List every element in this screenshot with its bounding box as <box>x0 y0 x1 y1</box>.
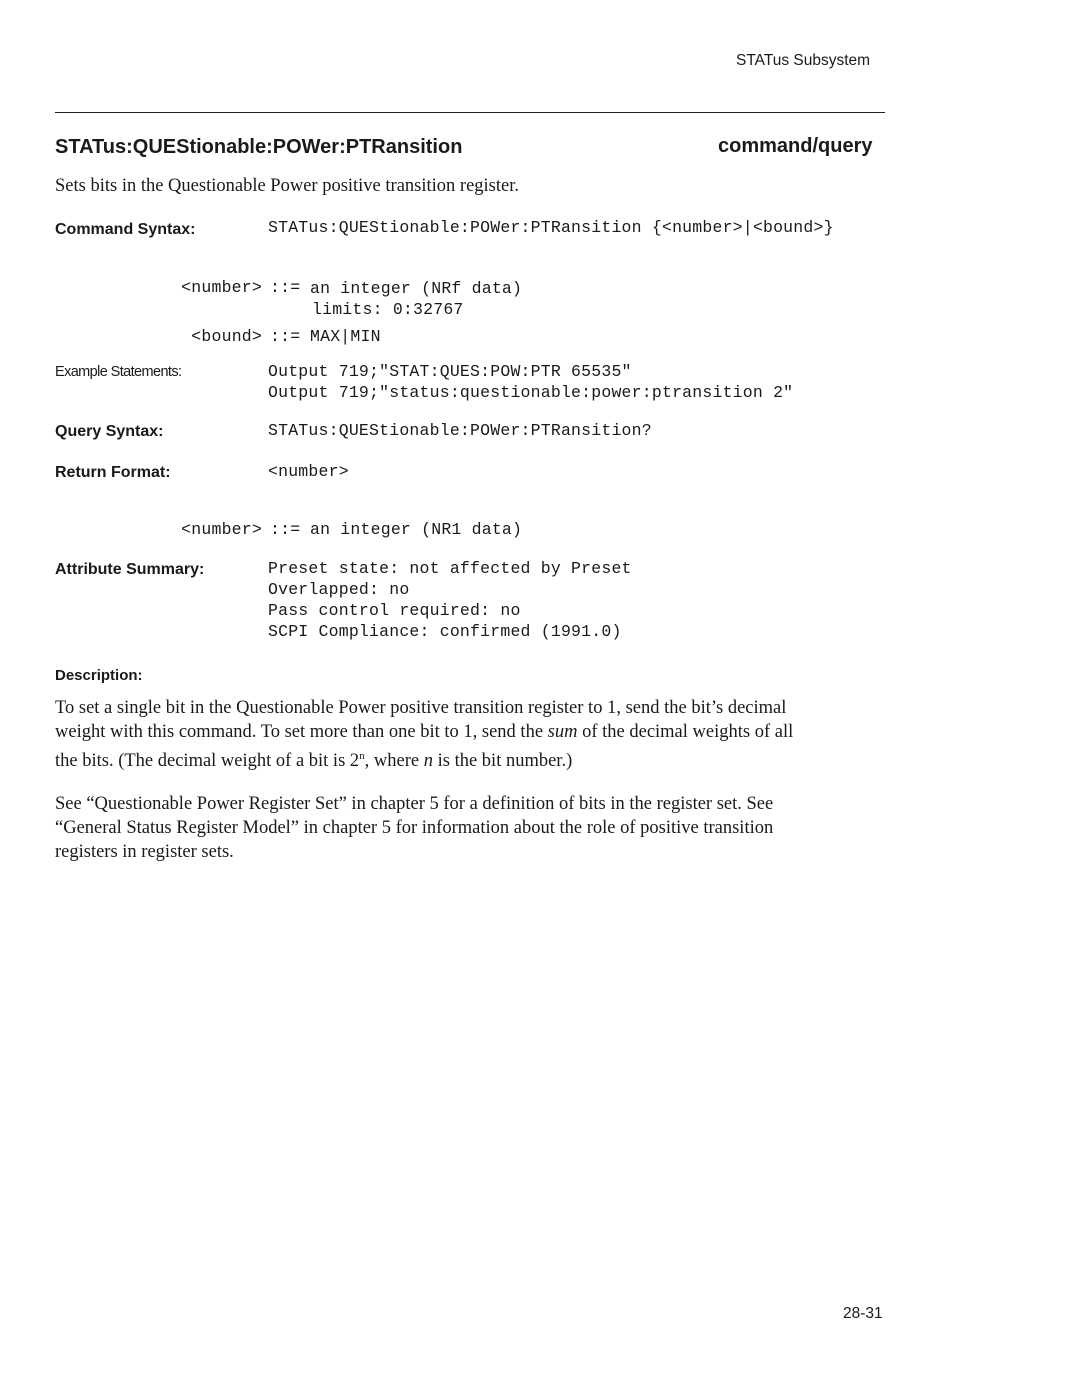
command-title: STATus:QUEStionable:POWer:PTRansition <box>55 136 463 158</box>
query-syntax-value: STATus:QUEStionable:POWer:PTRansition? <box>268 421 652 440</box>
description-line: To set a single bit in the Questionable Power positive transition register to 1, send the bit’s decimal <box>55 698 787 718</box>
def-bound-body: MAX|MIN <box>310 327 381 346</box>
header-rule <box>55 112 885 113</box>
example-statement: Output 719;"status:questionable:power:ptransition 2" <box>268 383 794 402</box>
def-number-op: ::= <box>270 278 301 297</box>
command-syntax-value: STATus:QUEStionable:POWer:PTRansition {<number>|<bound>} <box>268 218 834 237</box>
description-label: Description: <box>55 667 143 684</box>
attribute-line: Pass control required: no <box>268 601 521 620</box>
def-number-line: an integer (NRf data) <box>310 279 523 298</box>
return-format-value: <number> <box>268 462 349 481</box>
return-def-op: ::= <box>270 520 301 539</box>
description-line: See “Questionable Power Register Set” in chapter 5 for a definition of bits in the register set. See <box>55 794 774 814</box>
example-statements-label: Example Statements: <box>55 364 182 380</box>
return-def-body: an integer (NR1 data) <box>310 520 523 539</box>
query-syntax-label: Query Syntax: <box>55 423 164 440</box>
command-type: command/query <box>718 135 873 157</box>
def-bound-op: ::= <box>270 327 301 346</box>
example-statement: Output 719;"STAT:QUES:POW:PTR 65535" <box>268 362 632 381</box>
def-number-body <box>310 278 522 320</box>
attribute-line: SCPI Compliance: confirmed (1991.0) <box>268 622 622 641</box>
description-paragraph-1 <box>55 696 885 773</box>
example-statements-body <box>268 361 793 403</box>
description-paragraph-2 <box>55 792 885 864</box>
attribute-summary-label: Attribute Summary: <box>55 561 205 578</box>
page-number: 28-31 <box>843 1305 883 1322</box>
attribute-line: Overlapped: no <box>268 580 410 599</box>
def-number-term: <number> <box>181 278 262 297</box>
command-summary: Sets bits in the Questionable Power positive transition register. <box>55 176 519 196</box>
attribute-summary-body <box>268 558 632 642</box>
description-line: the bits. (The decimal weight of a bit is 2$^n$, where n is the bit number.) <box>55 750 573 772</box>
command-syntax-label: Command Syntax: <box>55 221 196 238</box>
def-number-limits: limits: 0:32767 <box>312 300 464 319</box>
return-format-label: Return Format: <box>55 464 171 481</box>
running-header: STATus Subsystem <box>736 52 871 69</box>
description-line: registers in register sets. <box>55 842 234 862</box>
description-line: “General Status Register Model” in chapter 5 for information about the role of positive transition <box>55 818 774 838</box>
def-bound-term: <bound> <box>191 327 262 346</box>
attribute-line: Preset state: not affected by Preset <box>268 559 632 578</box>
description-line: weight with this command. To set more than one bit to 1, send the sum of the decimal weights of all <box>55 722 794 742</box>
return-def-term: <number> <box>181 520 262 539</box>
